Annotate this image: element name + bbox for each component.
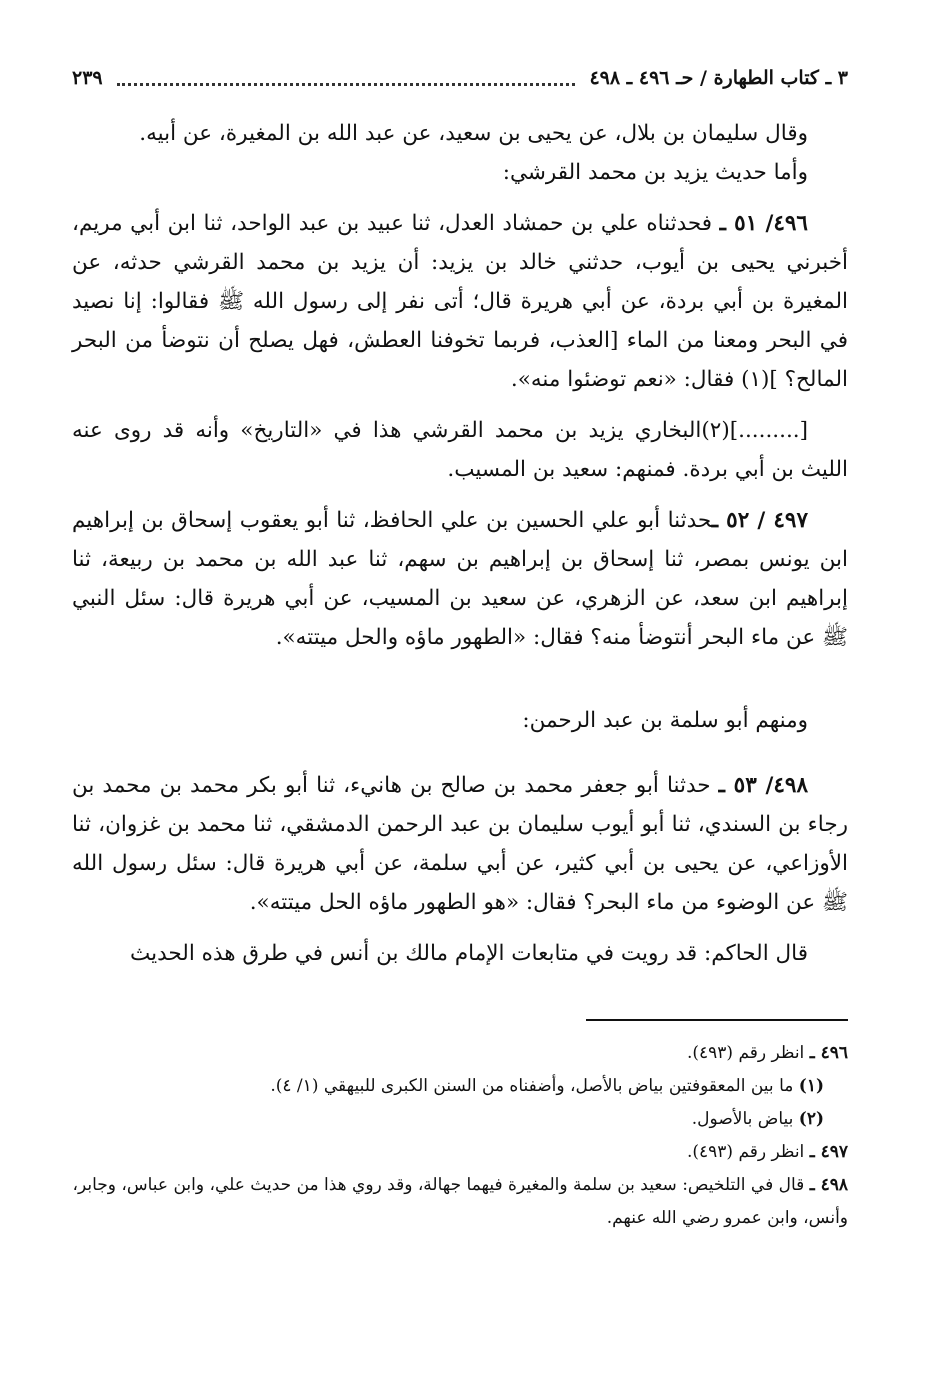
paragraph-text: فحدثناه علي بن حمشاد العدل، ثنا عبيد بن عبد الواحد، ثنا ابن أبي مريم، أخبرني يحيى بن أيوب، حدثني خالد بن يزيد: أن يزيد بن محمد القرشي حدثه، عن المغيرة بن أبي بردة، عن أبي هريرة قال؛ أتى نفر إلى رسول الله ﷺ فقالوا: إنا نصيد في البحر ومعنا من الماء [العذب، فربما تخوفنا العطش، فهل يصلح أن نتوضأ من البحر المالح؟ ](١) فقال: «نعم توضئوا منه». (72, 211, 848, 392)
footnote-number: (٢) (798, 1109, 824, 1129)
paragraph (72, 411, 848, 489)
footnote-text: انظر رقم (٤٩٣). (686, 1043, 810, 1063)
footnote (72, 1037, 848, 1070)
footnote (72, 1136, 848, 1169)
paragraph (72, 114, 848, 153)
paragraph-text: قال الحاكم: قد رويت في متابعات الإمام مالك بن أنس في طرق هذه الحديث (130, 941, 808, 966)
page-number: ٢٣٩ (72, 67, 103, 89)
paragraph (72, 701, 848, 740)
footnote (72, 1169, 848, 1235)
paragraph-text: [.........](٢)البخاري يزيد بن محمد القرشي هذا في «التاريخ» وأنه قد روى عنه الليث بن أبي بردة. فمنهم: سعيد بن المسيب. (72, 418, 848, 482)
footnote-text: ما بين المعقوفتين بياض بالأصل، وأضفناه من السنن الكبرى للبيهقي (١/ ٤). (270, 1076, 799, 1096)
footnote-text: قال في التلخيص: سعيد بن سلمة والمغيرة فيهما جهالة، وقد روي هذا من حديث علي، وابن عباس، وجابر، وأنس، وابن عمرو رضي الله عنهم. (72, 1175, 848, 1228)
footnote-separator (586, 1019, 848, 1021)
book-page (72, 60, 848, 1235)
footnotes (72, 1037, 848, 1235)
page-header (72, 60, 848, 96)
footnote-number: ٤٩٨ ـ (809, 1175, 848, 1195)
paragraph (72, 153, 848, 192)
footnote (72, 1103, 848, 1136)
footnote-number: ٤٩٧ ـ (809, 1142, 848, 1162)
hadith-number: ٤٩٦/ ٥١ ـ (719, 211, 808, 236)
footnote-text: بياض بالأصول. (691, 1109, 799, 1129)
running-title: ٣ ـ كتاب الطهارة / حـ ٤٩٦ ـ ٤٩٨ (589, 67, 848, 89)
paragraph-text: ومنهم أبو سلمة بن عبد الرحمن: (522, 708, 808, 733)
hadith-paragraph (72, 501, 848, 657)
hadith-paragraph (72, 204, 848, 399)
paragraph (72, 934, 848, 973)
paragraph-text: حدثنا أبو جعفر محمد بن صالح بن هانيء، ثنا أبو بكر محمد بن محمد بن رجاء بن السندي، ثنا أبو أيوب سليمان بن عبد الرحمن الدمشقي، ثنا محمد بن غزوان، ثنا الأوزاعي، عن يحيى بن أبي كثير، عن أبي سلمة، عن أبي هريرة قال: سئل رسول الله ﷺ عن الوضوء من ماء البحر؟ فقال: «هو الطهور ماؤه الحل ميتته». (72, 773, 848, 915)
main-text (72, 114, 848, 973)
footnote-number: ٤٩٦ ـ (809, 1043, 848, 1063)
hadith-number: ٤٩٨/ ٥٣ ـ (718, 773, 808, 798)
paragraph-text: وقال سليمان بن بلال، عن يحيى بن سعيد، عن عبد الله بن المغيرة، عن أبيه. (139, 121, 808, 146)
hadith-paragraph (72, 766, 848, 922)
hadith-number: ٤٩٧ / ٥٢ ـ (711, 508, 808, 533)
paragraph-text: وأما حديث يزيد بن محمد القرشي: (502, 160, 808, 185)
paragraph-text: حدثنا أبو علي الحسين بن علي الحافظ، ثنا أبو يعقوب إسحاق بن إبراهيم ابن يونس بمصر، ثنا إسحاق بن إبراهيم بن سهم، ثنا عبد الله بن محمد بن ربيعة، ثنا إبراهيم ابن سعد، عن الزهري، عن سعيد بن المسيب، عن أبي هريرة قال: سئل النبي ﷺ عن ماء البحر أنتوضأ منه؟ فقال: «الطهور ماؤه والحل ميتته». (72, 508, 848, 650)
footnote-text: انظر رقم (٤٩٣). (686, 1142, 810, 1162)
footnote (72, 1070, 848, 1103)
footnote-number: (١) (798, 1076, 824, 1096)
dotted-leader (117, 71, 576, 86)
